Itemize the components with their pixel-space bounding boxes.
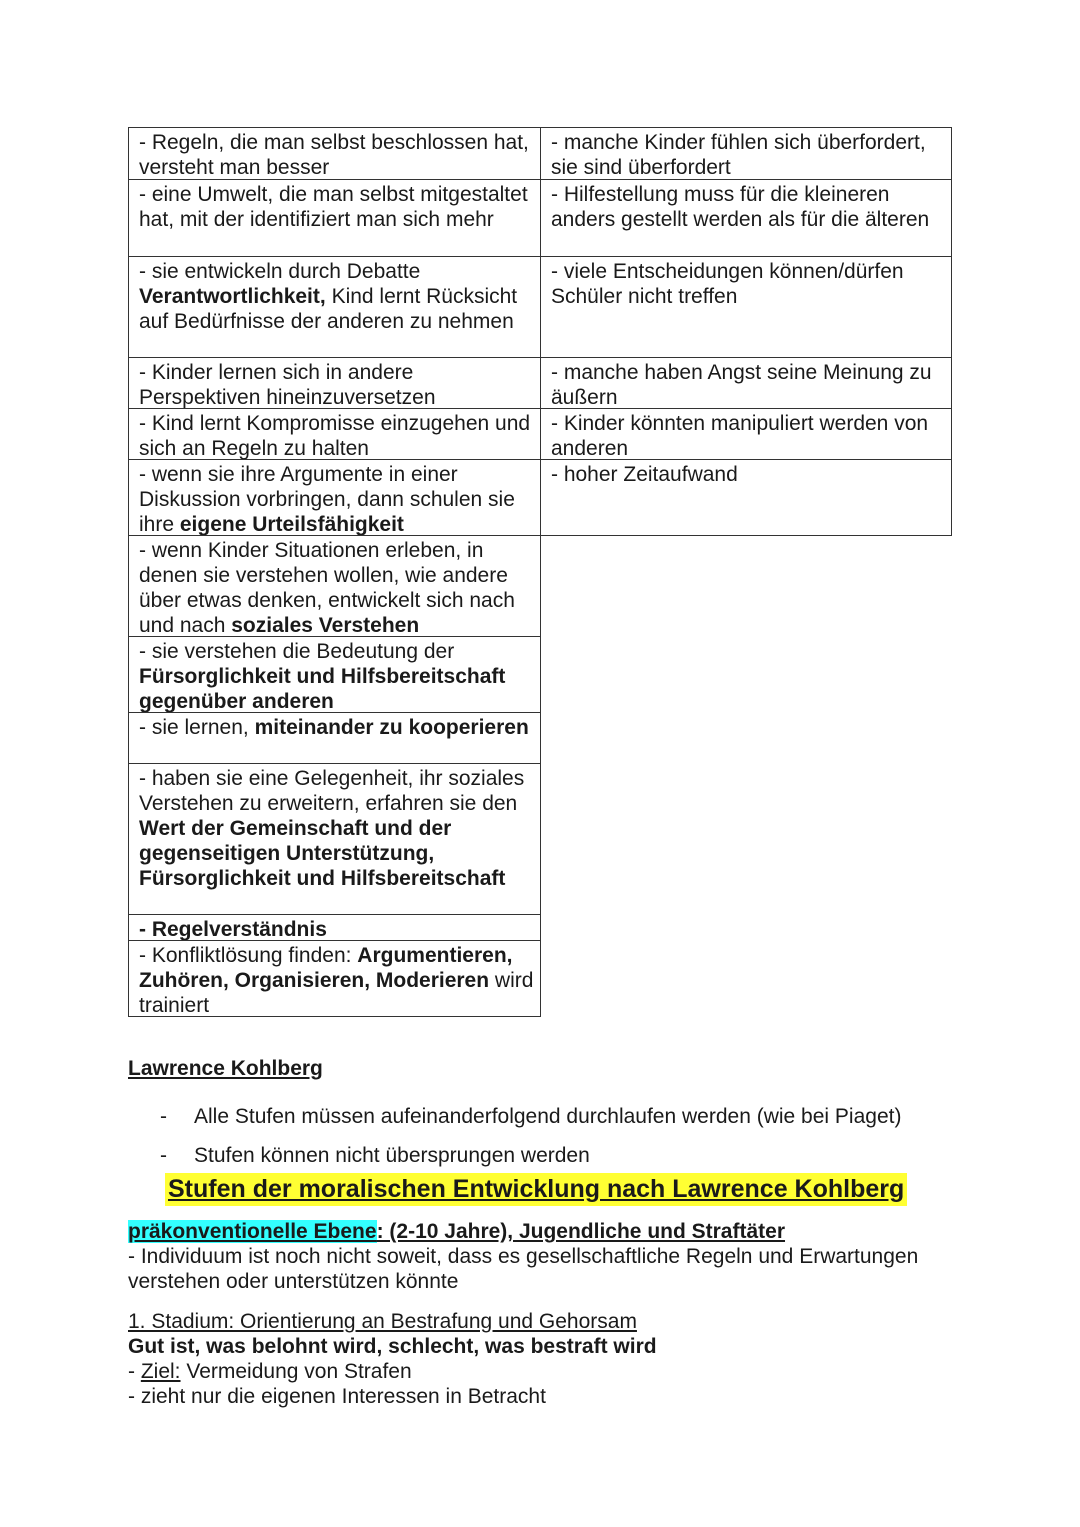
pro-cell: - sie entwickeln durch Debatte Verantwortlichkeit, Kind lernt Rücksicht auf Bedürfnisse der anderen zu nehmen — [128, 256, 541, 358]
goal-label: Ziel: — [140, 1360, 181, 1383]
stage-interest: - zieht nur die eigenen Interessen in Betracht — [128, 1385, 546, 1408]
contra-cell: - Kinder könnten manipuliert werden von anderen — [540, 408, 952, 460]
list-item-text: Alle Stufen müssen aufeinanderfolgend durchlaufen werden (wie bei Piaget) — [194, 1105, 902, 1128]
emphasis-text: soziales Verstehen — [231, 614, 420, 637]
contra-cell: - viele Entscheidungen können/dürfen Schüler nicht treffen — [540, 256, 952, 358]
bullet-marker: - — [160, 1105, 167, 1128]
stage-title: 1. Stadium: Orientierung an Bestrafung und Gehorsam — [128, 1310, 637, 1333]
list-item — [160, 1097, 901, 1136]
pro-cell: - eine Umwelt, die man selbst mitgestaltet hat, mit der identifiziert man sich mehr — [128, 179, 541, 257]
list-item — [160, 1136, 901, 1175]
level-heading — [128, 1219, 785, 1244]
pro-contra-table — [128, 127, 952, 1017]
contra-cell: - manche Kinder fühlen sich überfordert, sie sind überfordert — [540, 127, 952, 180]
section-heading-kohlberg: Lawrence Kohlberg — [128, 1057, 323, 1080]
pro-cell: - sie lernen, miteinander zu kooperieren — [128, 712, 541, 764]
pro-cell: - Konfliktlösung finden: Argumentieren, Zuhören, Organisieren, Moderieren wird trainiert — [128, 940, 541, 1017]
pro-cell: - Regeln, die man selbst beschlossen hat, versteht man besser — [128, 127, 541, 180]
level-heading-rest: : (2-10 Jahre), Jugendliche und Straftäter — [376, 1220, 786, 1243]
emphasis-text: - Regelverständnis — [139, 918, 327, 941]
pro-cell — [128, 914, 541, 941]
emphasis-text: eigene Urteilsfähigkeit — [179, 513, 404, 536]
pro-cell: - haben sie eine Gelegenheit, ihr soziales Verstehen zu erweitern, erfahren sie den Wert der Gemeinschaft und der gegenseitigen Unterstützung, Fürsorglichkeit und Hilfsbereitschaft — [128, 763, 541, 915]
contra-cell: - manche haben Angst seine Meinung zu äußern — [540, 357, 952, 409]
goal-text: Vermeidung von Strafen — [180, 1360, 412, 1383]
emphasis-text: Verantwortlichkeit, — [139, 285, 326, 308]
pro-cell: - Kind lernt Kompromisse einzugehen und sich an Regeln zu halten — [128, 408, 541, 460]
stage-principle: Gut ist, was belohnt wird, schlecht, was bestraft wird — [128, 1335, 657, 1358]
stages-banner-title: Stufen der moralischen Entwicklung nach Lawrence Kohlberg — [165, 1173, 907, 1206]
level-description: - Individuum ist noch nicht soweit, dass es gesellschaftliche Regeln und Erwartungen verstehen oder unterstützen könnte — [128, 1245, 919, 1293]
goal-prefix: - — [128, 1360, 141, 1383]
emphasis-text: Fürsorglichkeit und Hilfsbereitschaft gegenüber anderen — [139, 665, 506, 713]
list-item-text: Stufen können nicht übersprungen werden — [194, 1144, 590, 1167]
contra-cell: - Hilfestellung muss für die kleineren anders gestellt werden als für die älteren — [540, 179, 952, 257]
pro-cell: - Kinder lernen sich in andere Perspektiven hineinzuversetzen — [128, 357, 541, 409]
pro-cell: - wenn sie ihre Argumente in einer Diskussion vorbringen, dann schulen sie ihre eigene Urteilsfähigkeit — [128, 459, 541, 536]
pro-cell: - wenn Kinder Situationen erleben, in denen sie verstehen wollen, wie andere über etwas denken, entwickelt sich nach und nach soziales Verstehen — [128, 535, 541, 637]
bullet-marker: - — [160, 1144, 167, 1167]
emphasis-text: Wert der Gemeinschaft und der gegenseitigen Unterstützung, Fürsorglichkeit und Hilfsbereitschaft — [139, 817, 506, 890]
pro-cell: - sie verstehen die Bedeutung der Fürsorglichkeit und Hilfsbereitschaft gegenüber anderen — [128, 636, 541, 713]
emphasis-text: miteinander zu kooperieren — [254, 716, 529, 739]
stage-goal — [128, 1359, 412, 1384]
contra-cell: - hoher Zeitaufwand — [540, 459, 952, 536]
emphasis-text: Argumentieren, Zuhören, Organisieren, Moderieren — [139, 944, 513, 992]
kohlberg-bullet-list — [160, 1097, 901, 1175]
level-name-highlight: präkonventionelle Ebene — [128, 1220, 377, 1243]
